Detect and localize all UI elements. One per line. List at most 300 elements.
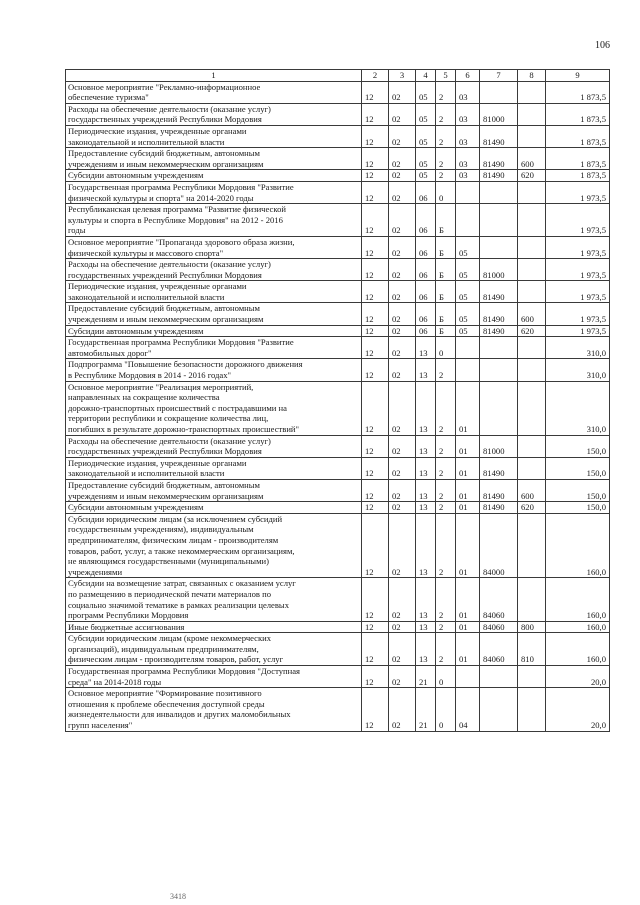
code-cell: 13 bbox=[416, 381, 436, 435]
row-name-line: программ Республики Мордовия bbox=[68, 610, 189, 621]
code-cell: 2 bbox=[436, 502, 456, 514]
code-cell: 02 bbox=[389, 688, 416, 731]
row-name-cell bbox=[66, 688, 362, 731]
row-name-line: государственных учреждений Республики Мордовия bbox=[68, 269, 262, 280]
code-cell bbox=[518, 513, 546, 578]
code-cell: 81000 bbox=[480, 103, 518, 125]
row-name-line: законодательной и исполнительной власти bbox=[68, 468, 225, 479]
row-name-line: в Республике Мордовия в 2014 - 2016 годах" bbox=[68, 370, 232, 381]
row-name-line: Основное мероприятие "Реализация мероприятий, bbox=[68, 381, 254, 392]
row-name-line: физической культуры и массового спорта" bbox=[68, 247, 224, 258]
code-cell: 12 bbox=[362, 148, 389, 170]
amount-cell: 160,0 bbox=[546, 621, 610, 633]
code-cell: 05 bbox=[416, 125, 436, 147]
code-cell: 02 bbox=[389, 170, 416, 182]
code-cell: 01 bbox=[456, 621, 480, 633]
code-cell: 01 bbox=[456, 479, 480, 501]
row-name-line: культуры и спорта в Республике Мордовия" на 2012 - 2016 bbox=[68, 214, 283, 225]
code-cell: 81490 bbox=[480, 303, 518, 325]
row-name-line: Подпрограмма "Повышение безопасности дорожного движения bbox=[68, 359, 303, 370]
code-cell: 2 bbox=[436, 381, 456, 435]
header-cell: 9 bbox=[546, 70, 610, 82]
code-cell: 01 bbox=[456, 513, 480, 578]
code-cell bbox=[518, 578, 546, 621]
row-name-cell bbox=[66, 148, 362, 170]
footer-mark: 3418 bbox=[170, 892, 186, 901]
row-name-line: законодательной и исполнительной власти bbox=[68, 291, 225, 302]
code-cell: 06 bbox=[416, 204, 436, 237]
code-cell: 2 bbox=[436, 435, 456, 457]
code-cell: 02 bbox=[389, 633, 416, 666]
table-row bbox=[66, 325, 610, 337]
table-row bbox=[66, 457, 610, 479]
table-row bbox=[66, 148, 610, 170]
row-name-line: государственным учреждениям), индивидуальным bbox=[68, 524, 254, 535]
table-row bbox=[66, 381, 610, 435]
row-name-line: Субсидии юридическим лицам (за исключением субсидий bbox=[68, 513, 283, 524]
amount-cell: 1 973,5 bbox=[546, 259, 610, 281]
header-cell: 6 bbox=[456, 70, 480, 82]
code-cell bbox=[518, 666, 546, 688]
code-cell bbox=[456, 181, 480, 203]
code-cell: 02 bbox=[389, 259, 416, 281]
table-row bbox=[66, 81, 610, 103]
amount-cell: 310,0 bbox=[546, 337, 610, 359]
table-row bbox=[66, 170, 610, 182]
amount-cell: 160,0 bbox=[546, 633, 610, 666]
code-cell: 12 bbox=[362, 125, 389, 147]
table-row bbox=[66, 281, 610, 303]
code-cell bbox=[518, 125, 546, 147]
row-name-line: социально значимой тематике в рамках реализации целевых bbox=[68, 599, 289, 610]
code-cell bbox=[518, 236, 546, 258]
row-name-cell bbox=[66, 435, 362, 457]
code-cell: 2 bbox=[436, 513, 456, 578]
code-cell: 03 bbox=[456, 103, 480, 125]
code-cell: 06 bbox=[416, 181, 436, 203]
table-row bbox=[66, 125, 610, 147]
header-cell: 3 bbox=[389, 70, 416, 82]
code-cell bbox=[456, 204, 480, 237]
code-cell: 06 bbox=[416, 281, 436, 303]
code-cell: 12 bbox=[362, 281, 389, 303]
amount-cell: 1 973,5 bbox=[546, 181, 610, 203]
code-cell: 12 bbox=[362, 502, 389, 514]
table-row bbox=[66, 666, 610, 688]
row-name-line: групп населения" bbox=[68, 720, 133, 731]
row-name-line: Основное мероприятие "Рекламно-информационное bbox=[68, 81, 261, 92]
code-cell: 05 bbox=[416, 81, 436, 103]
row-name-line: Основное мероприятие "Пропаганда здорового образа жизни, bbox=[68, 236, 295, 247]
code-cell: 05 bbox=[416, 103, 436, 125]
code-cell: 2 bbox=[436, 578, 456, 621]
code-cell bbox=[518, 281, 546, 303]
row-name-cell bbox=[66, 170, 362, 182]
code-cell: 02 bbox=[389, 666, 416, 688]
row-name-line: не являющимся государственными (муниципальными) bbox=[68, 556, 269, 567]
code-cell: 13 bbox=[416, 578, 436, 621]
row-name-line: Субсидии на возмещение затрат, связанных с оказанием услуг bbox=[68, 578, 296, 589]
table-row bbox=[66, 204, 610, 237]
row-name-line: погибших в результате дорожно-транспортных происшествий" bbox=[68, 424, 300, 434]
code-cell: 13 bbox=[416, 479, 436, 501]
table-row bbox=[66, 578, 610, 621]
row-name-line: годы bbox=[68, 225, 86, 236]
row-name-cell bbox=[66, 621, 362, 633]
code-cell: 02 bbox=[389, 81, 416, 103]
code-cell bbox=[480, 181, 518, 203]
header-cell: 2 bbox=[362, 70, 389, 82]
code-cell: 81490 bbox=[480, 170, 518, 182]
row-name-line: предпринимателям, физическим лицам - производителям bbox=[68, 534, 279, 545]
table-row bbox=[66, 688, 610, 731]
code-cell bbox=[518, 457, 546, 479]
code-cell: 02 bbox=[389, 502, 416, 514]
code-cell bbox=[518, 381, 546, 435]
code-cell bbox=[518, 181, 546, 203]
code-cell: 02 bbox=[389, 578, 416, 621]
header-cell: 7 bbox=[480, 70, 518, 82]
table-row bbox=[66, 435, 610, 457]
code-cell bbox=[480, 359, 518, 381]
code-cell: 12 bbox=[362, 259, 389, 281]
table-row bbox=[66, 259, 610, 281]
code-cell: 06 bbox=[416, 259, 436, 281]
code-cell: Б bbox=[436, 325, 456, 337]
code-cell: 0 bbox=[436, 666, 456, 688]
code-cell: 12 bbox=[362, 303, 389, 325]
row-name-line: учреждениям и иным некоммерческим организациям bbox=[68, 314, 264, 325]
code-cell: 12 bbox=[362, 181, 389, 203]
code-cell: 03 bbox=[456, 81, 480, 103]
code-cell: 05 bbox=[416, 170, 436, 182]
amount-cell: 160,0 bbox=[546, 578, 610, 621]
table-row bbox=[66, 621, 610, 633]
code-cell: 02 bbox=[389, 303, 416, 325]
code-cell: 02 bbox=[389, 621, 416, 633]
code-cell: 2 bbox=[436, 81, 456, 103]
row-name-cell bbox=[66, 81, 362, 103]
amount-cell: 20,0 bbox=[546, 688, 610, 731]
row-name-line: Предоставление субсидий бюджетным, автономным bbox=[68, 148, 260, 159]
code-cell: 01 bbox=[456, 578, 480, 621]
table-row bbox=[66, 502, 610, 514]
code-cell: 2 bbox=[436, 479, 456, 501]
code-cell: 2 bbox=[436, 103, 456, 125]
code-cell: 0 bbox=[436, 688, 456, 731]
row-name-cell bbox=[66, 259, 362, 281]
code-cell: 02 bbox=[389, 148, 416, 170]
code-cell: Б bbox=[436, 281, 456, 303]
row-name-cell bbox=[66, 502, 362, 514]
code-cell: 02 bbox=[389, 435, 416, 457]
row-name-line: физической культуры и спорта" на 2014-2020 годы bbox=[68, 192, 254, 203]
amount-cell: 150,0 bbox=[546, 479, 610, 501]
row-name-line: Периодические издания, учрежденные органами bbox=[68, 457, 247, 468]
row-name-line: среда" на 2014-2018 годы bbox=[68, 676, 162, 687]
amount-cell: 1 873,5 bbox=[546, 170, 610, 182]
code-cell: 02 bbox=[389, 236, 416, 258]
code-cell: 05 bbox=[456, 281, 480, 303]
amount-cell: 1 973,5 bbox=[546, 325, 610, 337]
code-cell: 13 bbox=[416, 359, 436, 381]
budget-table bbox=[65, 69, 610, 732]
code-cell: 81490 bbox=[480, 125, 518, 147]
code-cell: Б bbox=[436, 204, 456, 237]
code-cell: 0 bbox=[436, 337, 456, 359]
code-cell: 12 bbox=[362, 204, 389, 237]
code-cell bbox=[518, 259, 546, 281]
code-cell: 600 bbox=[518, 303, 546, 325]
row-name-cell bbox=[66, 457, 362, 479]
code-cell: Б bbox=[436, 259, 456, 281]
row-name-line: автомобильных дорог" bbox=[68, 347, 152, 358]
code-cell bbox=[518, 81, 546, 103]
code-cell: 03 bbox=[456, 148, 480, 170]
row-name-line: Предоставление субсидий бюджетным, автономным bbox=[68, 479, 260, 490]
header-cell: 4 bbox=[416, 70, 436, 82]
code-cell: 12 bbox=[362, 633, 389, 666]
row-name-line: отношения к проблеме обеспечения доступной среды bbox=[68, 698, 265, 709]
code-cell: 2 bbox=[436, 170, 456, 182]
code-cell: 12 bbox=[362, 325, 389, 337]
code-cell bbox=[480, 81, 518, 103]
table-row bbox=[66, 236, 610, 258]
code-cell: 12 bbox=[362, 435, 389, 457]
code-cell bbox=[480, 236, 518, 258]
row-name-line: Субсидии автономным учреждениям bbox=[68, 325, 204, 336]
code-cell: 13 bbox=[416, 457, 436, 479]
code-cell: 81000 bbox=[480, 259, 518, 281]
row-name-line: Республиканская целевая программа "Развитие физической bbox=[68, 204, 286, 215]
header-cell: 1 bbox=[66, 70, 362, 82]
row-name-cell bbox=[66, 633, 362, 666]
code-cell: 03 bbox=[456, 125, 480, 147]
row-name-cell bbox=[66, 325, 362, 337]
code-cell: 84060 bbox=[480, 621, 518, 633]
row-name-cell bbox=[66, 103, 362, 125]
code-cell: 600 bbox=[518, 148, 546, 170]
amount-cell: 1 973,5 bbox=[546, 204, 610, 237]
code-cell: 12 bbox=[362, 103, 389, 125]
code-cell: 2 bbox=[436, 125, 456, 147]
code-cell: 12 bbox=[362, 381, 389, 435]
code-cell: Б bbox=[436, 236, 456, 258]
table-row bbox=[66, 181, 610, 203]
code-cell: 84000 bbox=[480, 513, 518, 578]
row-name-cell bbox=[66, 479, 362, 501]
amount-cell: 1 973,5 bbox=[546, 303, 610, 325]
row-name-line: физическим лицам - производителям товаров, работ, услуг bbox=[68, 654, 284, 665]
code-cell: 2 bbox=[436, 633, 456, 666]
row-name-line: Субсидии юридическим лицам (кроме некоммерческих bbox=[68, 633, 272, 644]
code-cell: 810 bbox=[518, 633, 546, 666]
code-cell: 06 bbox=[416, 303, 436, 325]
code-cell: 81490 bbox=[480, 281, 518, 303]
amount-cell: 310,0 bbox=[546, 359, 610, 381]
row-name-cell bbox=[66, 666, 362, 688]
code-cell: 2 bbox=[436, 457, 456, 479]
code-cell bbox=[518, 359, 546, 381]
code-cell: 81490 bbox=[480, 148, 518, 170]
row-name-line: Расходы на обеспечение деятельности (оказание услуг) bbox=[68, 103, 271, 114]
code-cell: 2 bbox=[436, 359, 456, 381]
table-row bbox=[66, 103, 610, 125]
code-cell: 0 bbox=[436, 181, 456, 203]
code-cell: 12 bbox=[362, 688, 389, 731]
row-name-cell bbox=[66, 303, 362, 325]
code-cell: 02 bbox=[389, 125, 416, 147]
code-cell bbox=[518, 688, 546, 731]
code-cell: 21 bbox=[416, 666, 436, 688]
code-cell: 12 bbox=[362, 236, 389, 258]
row-name-line: Государственная программа Республики Мордовия "Доступная bbox=[68, 666, 300, 677]
row-name-cell bbox=[66, 578, 362, 621]
amount-cell: 310,0 bbox=[546, 381, 610, 435]
code-cell bbox=[456, 359, 480, 381]
amount-cell: 150,0 bbox=[546, 502, 610, 514]
code-cell: 12 bbox=[362, 81, 389, 103]
amount-cell: 1 873,5 bbox=[546, 81, 610, 103]
code-cell: 620 bbox=[518, 170, 546, 182]
code-cell: 03 bbox=[456, 170, 480, 182]
row-name-line: жизнедеятельности для инвалидов и других маломобильных bbox=[68, 709, 291, 720]
row-name-cell bbox=[66, 125, 362, 147]
table-row bbox=[66, 359, 610, 381]
code-cell: 84060 bbox=[480, 633, 518, 666]
code-cell: Б bbox=[436, 303, 456, 325]
amount-cell: 1 873,5 bbox=[546, 103, 610, 125]
code-cell: 12 bbox=[362, 337, 389, 359]
row-name-line: законодательной и исполнительной власти bbox=[68, 136, 225, 147]
code-cell: 06 bbox=[416, 325, 436, 337]
row-name-cell bbox=[66, 513, 362, 578]
code-cell: 620 bbox=[518, 325, 546, 337]
amount-cell: 1 973,5 bbox=[546, 281, 610, 303]
code-cell: 12 bbox=[362, 457, 389, 479]
row-name-line: Государственная программа Республики Мордовия "Развитие bbox=[68, 181, 294, 192]
code-cell: 12 bbox=[362, 621, 389, 633]
page-number: 106 bbox=[595, 40, 610, 51]
code-cell: 12 bbox=[362, 359, 389, 381]
code-cell bbox=[518, 204, 546, 237]
row-name-line: Предоставление субсидий бюджетным, автономным bbox=[68, 303, 260, 314]
row-name-line: товаров, работ, услуг, а также некоммерческим организациям, bbox=[68, 545, 295, 556]
code-cell bbox=[456, 337, 480, 359]
code-cell: 81490 bbox=[480, 479, 518, 501]
code-cell: 84060 bbox=[480, 578, 518, 621]
code-cell: 02 bbox=[389, 381, 416, 435]
code-cell: 12 bbox=[362, 170, 389, 182]
header-row bbox=[66, 70, 610, 82]
table-row bbox=[66, 633, 610, 666]
code-cell: 02 bbox=[389, 337, 416, 359]
code-cell: 13 bbox=[416, 435, 436, 457]
code-cell: 02 bbox=[389, 181, 416, 203]
code-cell: 02 bbox=[389, 325, 416, 337]
code-cell: 13 bbox=[416, 337, 436, 359]
code-cell: 01 bbox=[456, 457, 480, 479]
code-cell: 01 bbox=[456, 381, 480, 435]
amount-cell: 1 873,5 bbox=[546, 125, 610, 147]
code-cell bbox=[480, 666, 518, 688]
amount-cell: 1 873,5 bbox=[546, 148, 610, 170]
code-cell: 12 bbox=[362, 513, 389, 578]
code-cell: 02 bbox=[389, 281, 416, 303]
row-name-line: Субсидии автономным учреждениям bbox=[68, 170, 204, 181]
code-cell: 81000 bbox=[480, 435, 518, 457]
row-name-cell bbox=[66, 281, 362, 303]
code-cell: 01 bbox=[456, 633, 480, 666]
code-cell: 02 bbox=[389, 204, 416, 237]
code-cell: 81490 bbox=[480, 457, 518, 479]
row-name-line: по размещению в периодической печати материалов по bbox=[68, 588, 271, 599]
code-cell: 13 bbox=[416, 513, 436, 578]
code-cell: 05 bbox=[456, 259, 480, 281]
row-name-line: государственных учреждений Республики Мордовия bbox=[68, 446, 262, 457]
row-name-line: обеспечение туризма" bbox=[68, 92, 149, 103]
row-name-cell bbox=[66, 204, 362, 237]
code-cell: 2 bbox=[436, 148, 456, 170]
code-cell: 800 bbox=[518, 621, 546, 633]
code-cell bbox=[480, 204, 518, 237]
code-cell: 600 bbox=[518, 479, 546, 501]
code-cell: 13 bbox=[416, 502, 436, 514]
code-cell bbox=[518, 435, 546, 457]
row-name-line: государственных учреждений Республики Мордовия bbox=[68, 114, 262, 125]
code-cell bbox=[518, 337, 546, 359]
code-cell: 12 bbox=[362, 666, 389, 688]
table-row bbox=[66, 303, 610, 325]
table-row bbox=[66, 479, 610, 501]
code-cell: 01 bbox=[456, 435, 480, 457]
amount-cell: 150,0 bbox=[546, 435, 610, 457]
row-name-line: Иные бюджетные ассигнования bbox=[68, 621, 185, 632]
code-cell: 12 bbox=[362, 479, 389, 501]
row-name-line: учреждениями bbox=[68, 566, 123, 577]
header-cell: 8 bbox=[518, 70, 546, 82]
row-name-line: Периодические издания, учрежденные органами bbox=[68, 125, 247, 136]
row-name-line: территории республики и сокращение количества лиц, bbox=[68, 413, 269, 424]
amount-cell: 150,0 bbox=[546, 457, 610, 479]
row-name-line: Периодические издания, учрежденные органами bbox=[68, 281, 247, 292]
row-name-cell bbox=[66, 359, 362, 381]
row-name-line: Государственная программа Республики Мордовия "Развитие bbox=[68, 337, 294, 348]
code-cell: 01 bbox=[456, 502, 480, 514]
code-cell: 05 bbox=[456, 325, 480, 337]
code-cell bbox=[456, 666, 480, 688]
code-cell: 02 bbox=[389, 479, 416, 501]
code-cell bbox=[480, 381, 518, 435]
code-cell bbox=[518, 103, 546, 125]
code-cell: 02 bbox=[389, 457, 416, 479]
code-cell: 02 bbox=[389, 513, 416, 578]
code-cell: 06 bbox=[416, 236, 436, 258]
code-cell bbox=[480, 688, 518, 731]
row-name-line: организаций), индивидуальным предпринимателям, bbox=[68, 643, 259, 654]
table-row bbox=[66, 513, 610, 578]
code-cell bbox=[480, 337, 518, 359]
code-cell: 81490 bbox=[480, 325, 518, 337]
row-name-line: Субсидии автономным учреждениям bbox=[68, 502, 204, 513]
code-cell: 05 bbox=[456, 236, 480, 258]
table-row bbox=[66, 337, 610, 359]
code-cell: 02 bbox=[389, 359, 416, 381]
code-cell: 81490 bbox=[480, 502, 518, 514]
code-cell: 21 bbox=[416, 688, 436, 731]
code-cell: 620 bbox=[518, 502, 546, 514]
code-cell: 2 bbox=[436, 621, 456, 633]
